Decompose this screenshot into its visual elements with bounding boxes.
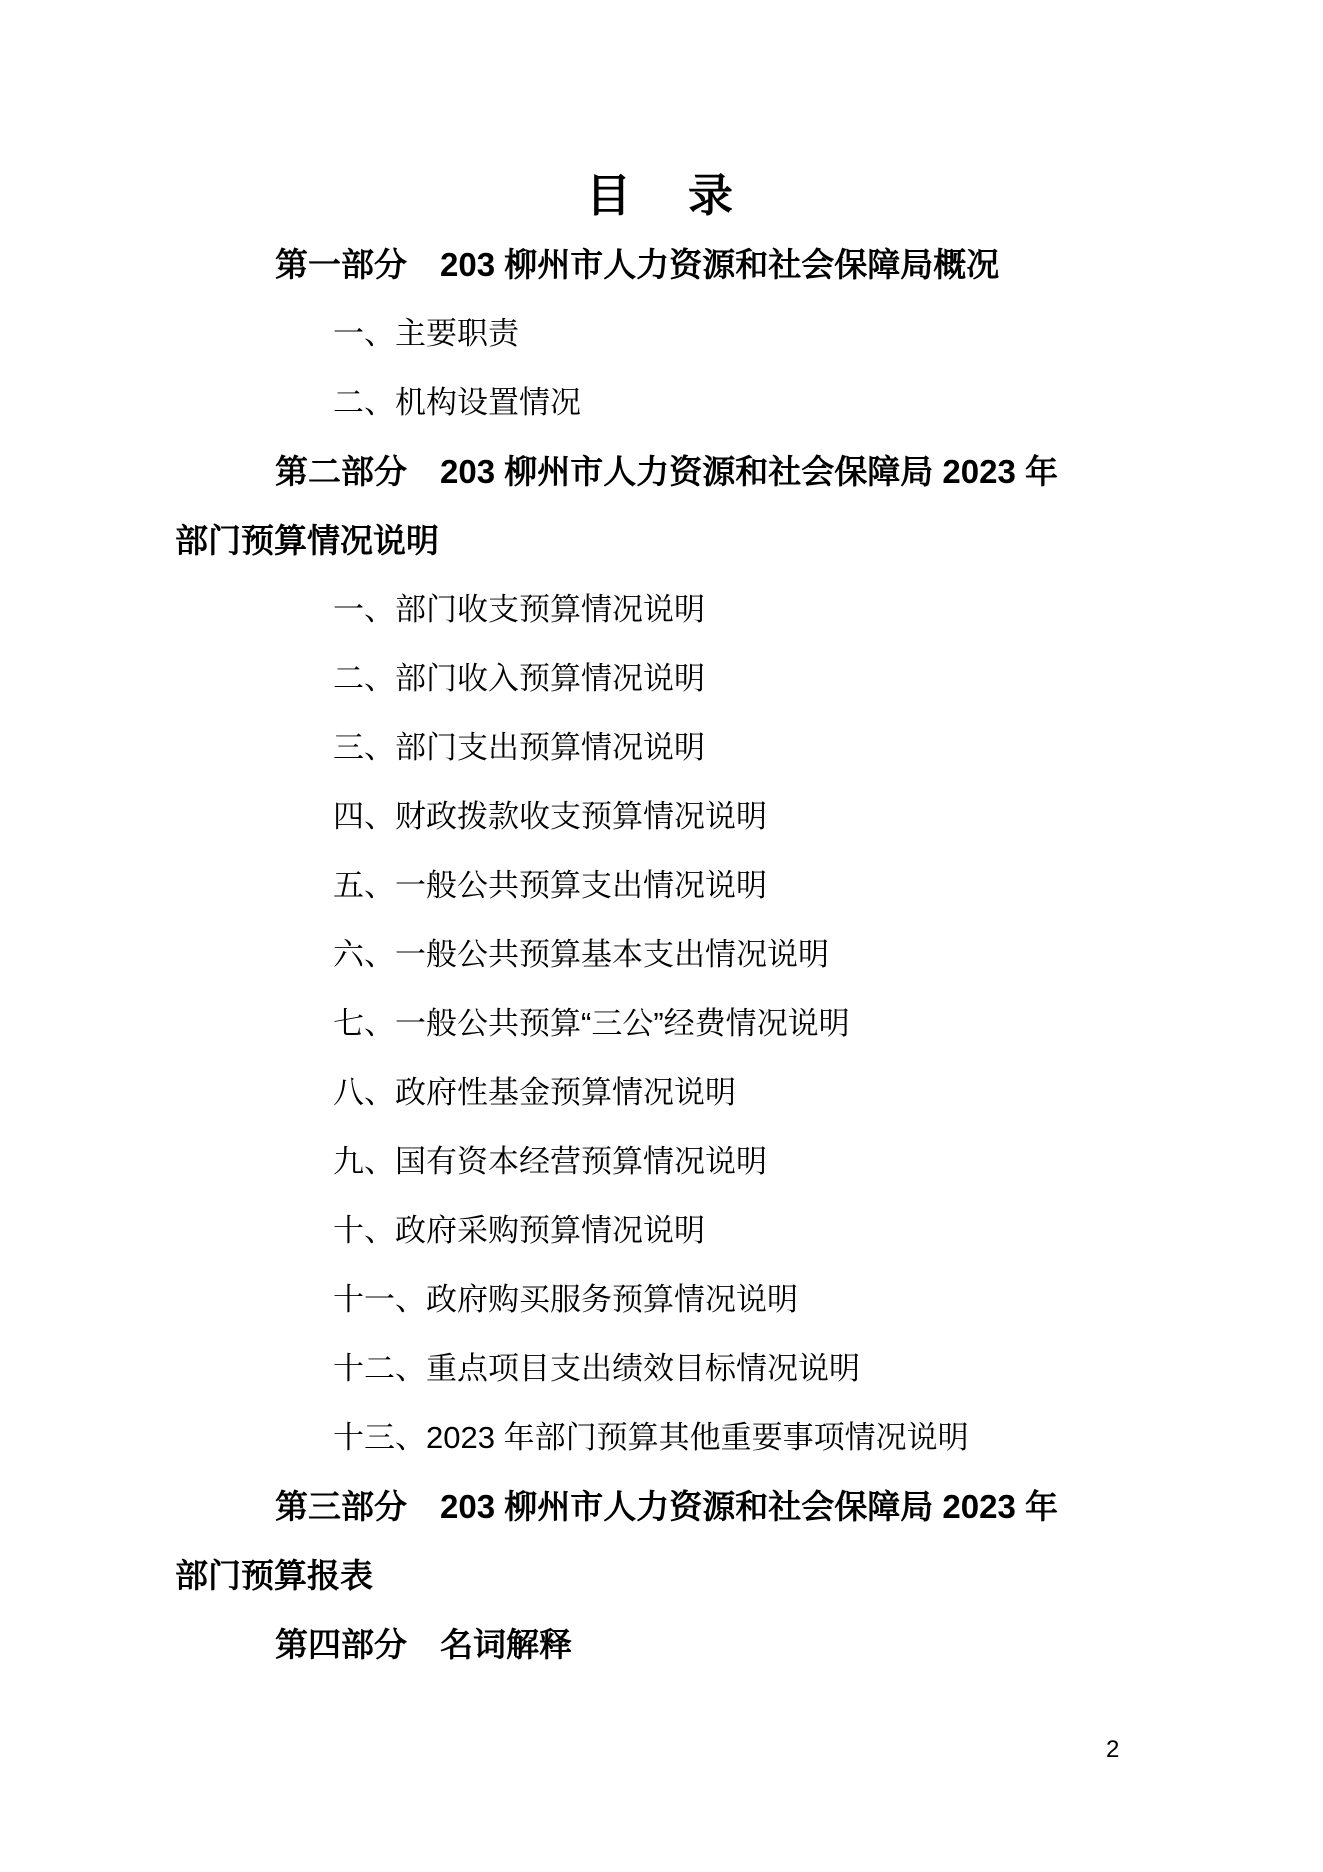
toc-item: 五、一般公共预算支出情况说明 — [333, 868, 767, 903]
toc-item: 十三、2023 年部门预算其他重要事项情况说明 — [333, 1420, 969, 1455]
toc-item: 三、部门支出预算情况说明 — [333, 730, 705, 765]
toc-item: 七、一般公共预算“三公”经费情况说明 — [333, 1006, 850, 1041]
page-number: 2 — [1106, 1736, 1120, 1763]
toc-item: 十二、重点项目支出绩效目标情况说明 — [333, 1351, 860, 1386]
toc-title: 目 录 — [585, 170, 739, 221]
toc-item: 二、部门收入预算情况说明 — [333, 661, 705, 696]
toc-item: 九、国有资本经营预算情况说明 — [333, 1144, 767, 1179]
toc-item: 一、主要职责 — [333, 316, 519, 351]
toc-item: 十一、政府购买服务预算情况说明 — [333, 1282, 798, 1317]
toc-item: 一、部门收支预算情况说明 — [333, 592, 705, 627]
toc-content — [175, 161, 1150, 1679]
toc-part2-heading-line2: 部门预算情况说明 — [175, 522, 439, 559]
toc-part1-heading: 第一部分 203 柳州市人力资源和社会保障局概况 — [275, 246, 1000, 283]
toc-item: 十、政府采购预算情况说明 — [333, 1213, 705, 1248]
toc-item: 八、政府性基金预算情况说明 — [333, 1075, 736, 1110]
toc-item: 六、一般公共预算基本支出情况说明 — [333, 937, 829, 972]
toc-part3-heading-line1: 第三部分 203 柳州市人力资源和社会保障局 2023 年 — [275, 1488, 1058, 1525]
toc-item: 二、机构设置情况 — [333, 385, 581, 420]
toc-part2-heading-line1: 第二部分 203 柳州市人力资源和社会保障局 2023 年 — [275, 453, 1058, 490]
toc-part3-heading-line2: 部门预算报表 — [175, 1557, 373, 1594]
toc-part4-heading: 第四部分 名词解释 — [275, 1626, 572, 1663]
toc-item: 四、财政拨款收支预算情况说明 — [333, 799, 767, 834]
